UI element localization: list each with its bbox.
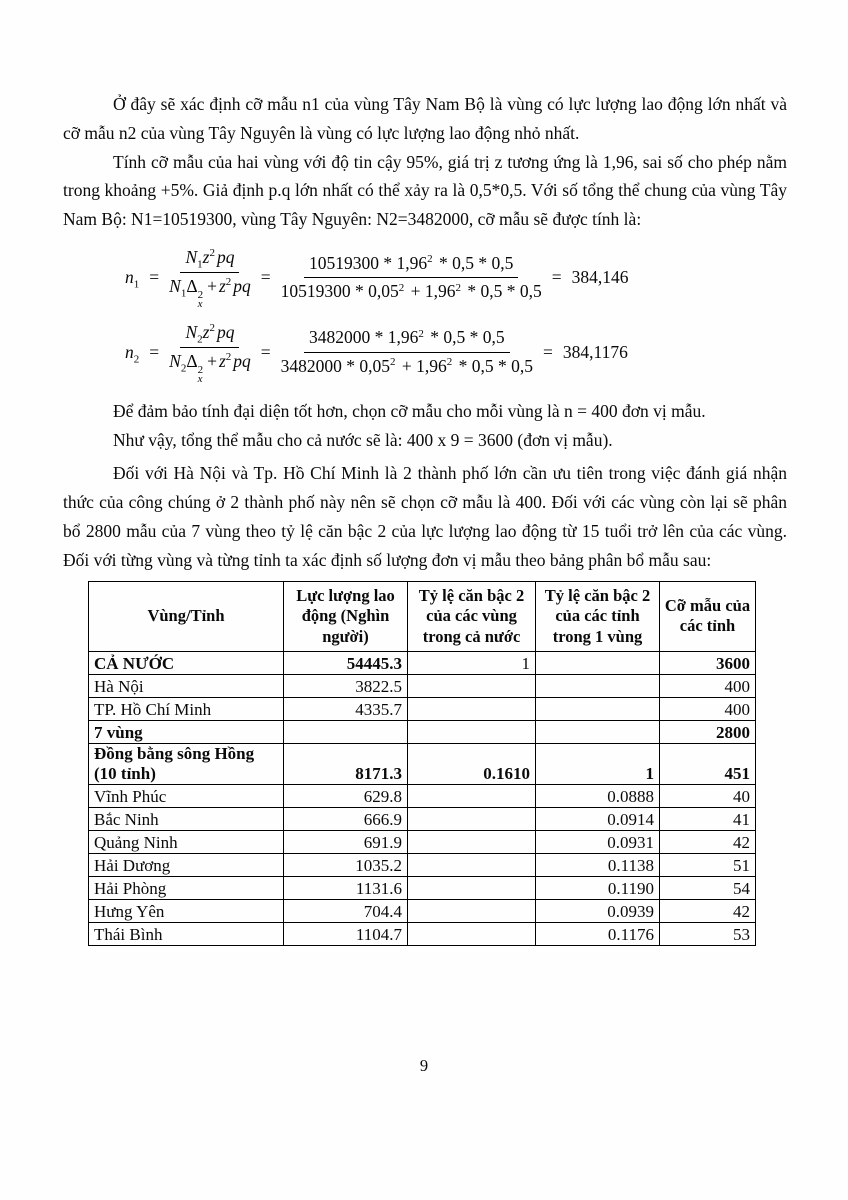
page-number: 9 xyxy=(419,1056,429,1075)
table-cell: 42 xyxy=(660,900,756,923)
table-cell: 1035.2 xyxy=(284,854,408,877)
equals-sign: = xyxy=(149,266,160,287)
table-cell xyxy=(536,652,660,675)
table-cell xyxy=(408,785,536,808)
table-cell: 8171.3 xyxy=(284,744,408,785)
table-cell: Vĩnh Phúc xyxy=(89,785,284,808)
table-cell: Bắc Ninh xyxy=(89,808,284,831)
table-cell: 0.1610 xyxy=(408,744,536,785)
formula-result: 384,1176 xyxy=(562,341,628,362)
table-cell: 54445.3 xyxy=(284,652,408,675)
table-cell: CẢ NƯỚC xyxy=(89,652,284,675)
formula-n2 xyxy=(125,322,787,384)
allocation-table xyxy=(88,581,756,947)
table-row xyxy=(89,900,756,923)
table-row xyxy=(89,652,756,675)
formula-lhs: $n_1$ xyxy=(125,266,140,291)
table-cell xyxy=(408,698,536,721)
symbolic-fraction: $N_2z^2$ pq $N_2\Delta$ 2 x + $z^2$ pq xyxy=(169,321,251,385)
table-cell: Hà Nội xyxy=(89,675,284,698)
table-header xyxy=(89,581,756,652)
numeric-fraction: $\frac{3482000 * 1,96^2 * 0,5 * 0,5}{3482000 * 0,05^2 + 1,96^2 * 0,5 * 0,5}$ xyxy=(280,327,534,377)
table-row xyxy=(89,698,756,721)
table-cell: 1 xyxy=(536,744,660,785)
table-cell: 0.0914 xyxy=(536,808,660,831)
table-cell: 704.4 xyxy=(284,900,408,923)
table-cell: 42 xyxy=(660,831,756,854)
paragraph-allocation: Đối với Hà Nội và Tp. Hồ Chí Minh là 2 thành phố lớn cần ưu tiên trong việc đánh giá nhận thức của công chúng ở 2 thành phố này nên sẽ chọn cỡ mẫu là 400. Đối với các vùng còn lại sẽ phân bổ 2800 mẫu của 7 vùng theo tỷ lệ căn bậc 2 của lực lượng lao động từ 15 tuổi trở lên của các vùng. Đối với từng vùng và từng tỉnh ta xác định số lượng đơn vị mẫu theo bảng phân bổ mẫu sau: xyxy=(63,463,787,570)
table-cell: 40 xyxy=(660,785,756,808)
equals-sign: = xyxy=(260,341,271,362)
table-row xyxy=(89,831,756,854)
table-row xyxy=(89,854,756,877)
numeric-fraction: $\frac{10519300 * 1,96^2 * 0,5 * 0,5}{10519300 * 0,05^2 + 1,96^2 * 0,5 * 0,5}$ xyxy=(280,252,542,302)
table-row xyxy=(89,877,756,900)
table-cell: 3600 xyxy=(660,652,756,675)
table-cell xyxy=(536,698,660,721)
table-cell: 0.1176 xyxy=(536,923,660,946)
table-cell: Hải Dương xyxy=(89,854,284,877)
paragraph-intro: Ở đây sẽ xác định cỡ mẫu n1 của vùng Tây Nam Bộ là vùng có lực lượng lao động lớn nhất và cỡ mẫu n2 của vùng Tây Nguyên là vùng có lực lượng lao động nhỏ nhất. xyxy=(63,94,787,143)
table-body xyxy=(89,652,756,946)
table-cell xyxy=(408,854,536,877)
table-cell: 0.1138 xyxy=(536,854,660,877)
table-cell: 2800 xyxy=(660,721,756,744)
table-cell: 3822.5 xyxy=(284,675,408,698)
table-row xyxy=(89,721,756,744)
formula-lhs: $n_2$ xyxy=(125,341,140,366)
table-cell: 0.0931 xyxy=(536,831,660,854)
table-cell: 41 xyxy=(660,808,756,831)
symbolic-fraction: $N_1z^2$ pq $N_1\Delta$ 2 x + $z^2$ pq xyxy=(169,246,251,310)
table-cell: Đồng bằng sông Hồng (10 tỉnh) xyxy=(89,744,284,785)
table-cell: 1104.7 xyxy=(284,923,408,946)
table-cell xyxy=(408,831,536,854)
table-cell xyxy=(408,808,536,831)
table-cell: 666.9 xyxy=(284,808,408,831)
table-row xyxy=(89,808,756,831)
table-row xyxy=(89,785,756,808)
table-cell: 1131.6 xyxy=(284,877,408,900)
table-cell: 400 xyxy=(660,698,756,721)
table-cell xyxy=(536,721,660,744)
table-cell: Hải Phòng xyxy=(89,877,284,900)
equals-sign: = xyxy=(260,266,271,287)
table-cell xyxy=(536,675,660,698)
table-cell: 0.0888 xyxy=(536,785,660,808)
table-row xyxy=(89,744,756,785)
table-cell: 0.0939 xyxy=(536,900,660,923)
paragraph-total-sample: Như vậy, tổng thể mẫu cho cả nước sẽ là: 400 x 9 = 3600 (đơn vị mẫu). xyxy=(113,429,613,450)
formula-n1 xyxy=(125,247,787,309)
column-header: Lực lượng lao động (Nghìn người) xyxy=(284,581,408,652)
table-cell xyxy=(408,923,536,946)
table-cell: 53 xyxy=(660,923,756,946)
table-cell: TP. Hồ Chí Minh xyxy=(89,698,284,721)
table-cell xyxy=(408,721,536,744)
equals-sign: = xyxy=(543,341,553,362)
table-cell xyxy=(284,721,408,744)
table-cell: 451 xyxy=(660,744,756,785)
table-cell xyxy=(408,675,536,698)
table-cell: 7 vùng xyxy=(89,721,284,744)
table-cell: Thái Bình xyxy=(89,923,284,946)
table-cell: Quảng Ninh xyxy=(89,831,284,854)
table-cell: 4335.7 xyxy=(284,698,408,721)
formula-result: 384,146 xyxy=(571,266,629,287)
column-header: Tỷ lệ căn bậc 2 của các tỉnh trong 1 vùng xyxy=(536,581,660,652)
column-header: Tỷ lệ căn bậc 2 của các vùng trong cả nước xyxy=(408,581,536,652)
paragraph-assumptions: Tính cỡ mẫu của hai vùng với độ tin cậy 95%, giá trị z tương ứng là 1,96, sai số cho phép nằm trong khoảng +5%. Giả định p.q lớn nhất có thể xảy ra là 0,5*0,5. Với số tổng thể chung của vùng Tây Nam Bộ: N1=10519300, vùng Tây Nguyên: N2=3482000, cỡ mẫu sẽ được tính là: xyxy=(63,151,787,230)
column-header: Cỡ mẫu của các tỉnh xyxy=(660,581,756,652)
table-cell: 400 xyxy=(660,675,756,698)
table-cell xyxy=(408,900,536,923)
equals-sign: = xyxy=(149,341,160,362)
paragraph-sample-choice: Để đảm bảo tính đại diện tốt hơn, chọn cỡ mẫu cho mỗi vùng là n = 400 đơn vị mẫu. xyxy=(113,400,706,421)
table-cell: 54 xyxy=(660,877,756,900)
equals-sign: = xyxy=(551,266,562,287)
table-cell: 629.8 xyxy=(284,785,408,808)
table-row xyxy=(89,675,756,698)
table-cell xyxy=(408,877,536,900)
table-cell: 691.9 xyxy=(284,831,408,854)
table-cell: 51 xyxy=(660,854,756,877)
table-cell: Hưng Yên xyxy=(89,900,284,923)
table-row xyxy=(89,923,756,946)
column-header: Vùng/Tỉnh xyxy=(89,581,284,652)
table-cell: 0.1190 xyxy=(536,877,660,900)
table-cell: 1 xyxy=(408,652,536,675)
